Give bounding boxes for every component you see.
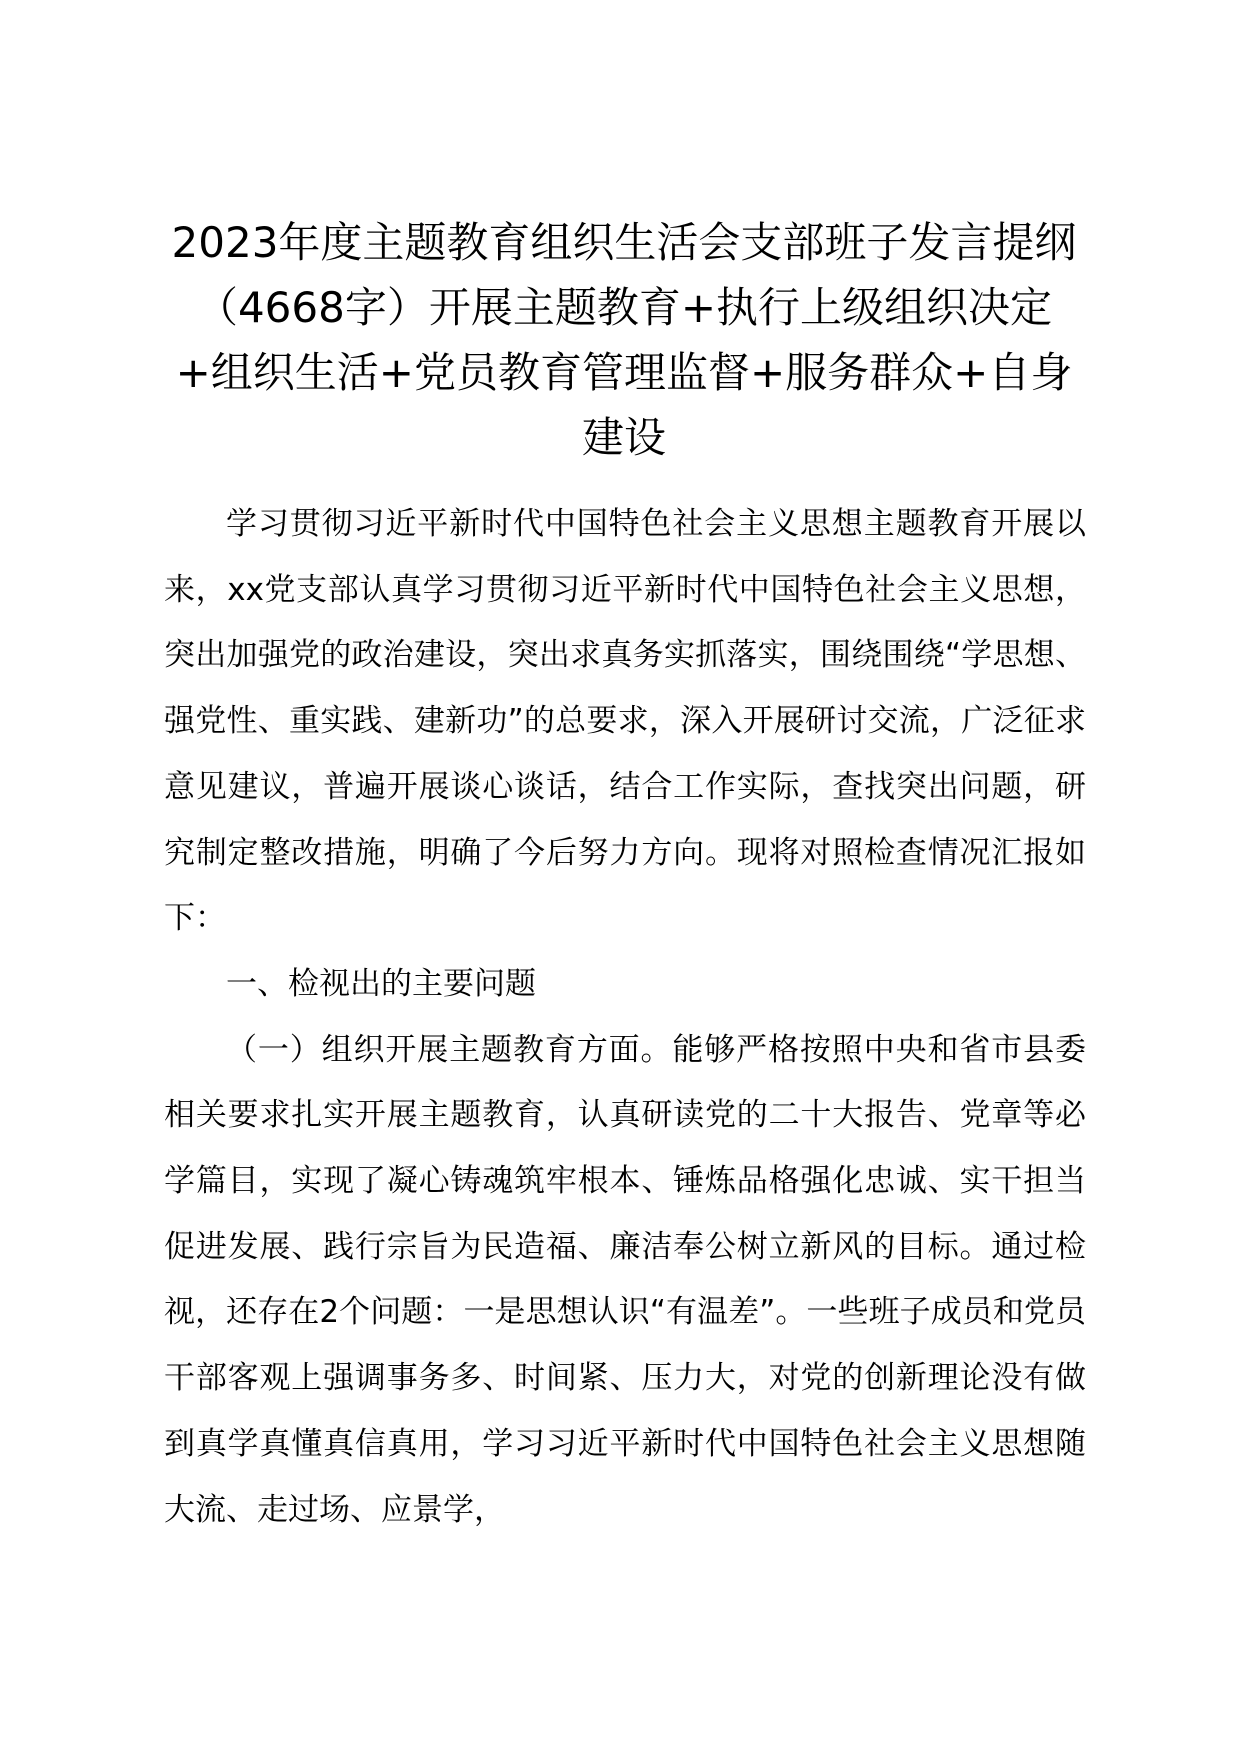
subsection-paragraph: （一）组织开展主题教育方面。能够严格按照中央和省市县委相关要求扎实开展主题教育，认真研读党的二十大报告、党章等必学篇目，实现了凝心铸魂筑牢根本、锤炼品格强化忠诚、实干担当促进发展、践行宗旨为民造福、廉洁奉公树立新风的目标。通过检视，还存在2个问题：一是思想认识“有温差”。一些班子成员和党员干部客观上强调事务多、时间紧、压力大，对党的创新理论没有做到真学真懂真信真用，学习习近平新时代中国特色社会主义思想随大流、走过场、应景学， (164, 1031, 1086, 1528)
document-title: 2023年度主题教育组织生活会支部班子发言提纲（4668字）开展主题教育+执行上级组织决定+组织生活+党员教育管理监督+服务群众+自身建设 (171, 218, 1077, 462)
intro-paragraph: 学习贯彻习近平新时代中国特色社会主义思想主题教育开展以来，xx党支部认真学习贯彻习近平新时代中国特色社会主义思想，突出加强党的政治建设，突出求真务实抓落实，围绕围绕“学思想、强党性、重实践、建新功”的总要求，深入开展研讨交流，广泛征求意见建议，普遍开展谈心谈话，结合工作实际，查找突出问题，研究制定整改措施，明确了今后努力方向。现将对照检查情况汇报如下： (164, 506, 1086, 937)
section-heading: 一、检视出的主要问题 (226, 965, 536, 1002)
document-body (164, 492, 1086, 1543)
